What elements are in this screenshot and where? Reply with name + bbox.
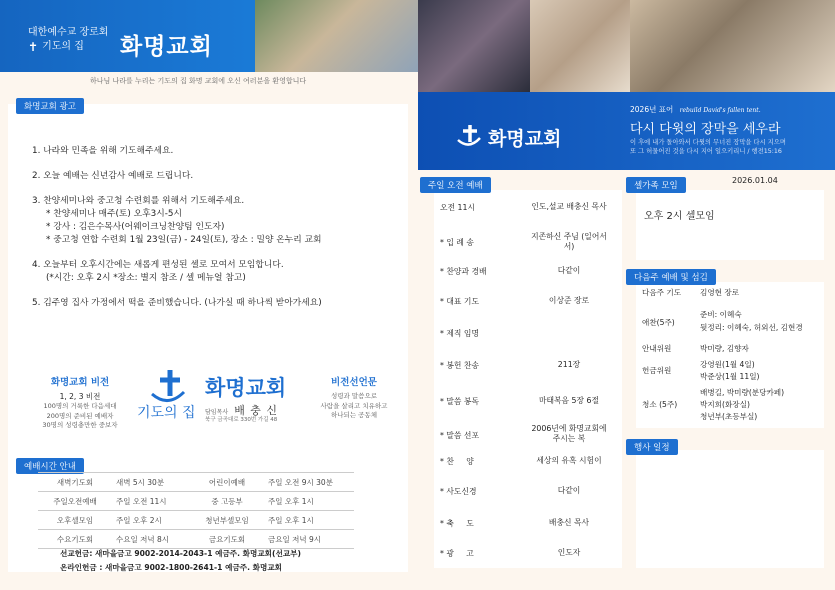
worship-value: 2006년에 화명교회에 주시는 복 <box>531 424 607 443</box>
cell-meeting-text: 오후 2시 셀모임 <box>644 211 715 222</box>
table-row <box>38 511 354 530</box>
announcement-sub: * 찬양세미나 매주(토) 오후3시-5시 <box>46 209 182 219</box>
theme-year <box>630 104 761 115</box>
announcement-sub: * 강사 : 김은수목사(어웨이크닝찬양팀 인도자) <box>46 222 225 232</box>
duty-value: 청년부(초등부실) <box>700 412 758 421</box>
worship-value: 211장 <box>557 360 581 369</box>
vision-line: 30명의 성령충만한 중보자 <box>42 421 118 429</box>
worship-photo <box>418 0 530 92</box>
declaration-line: 성령과 말씀으로 <box>330 392 378 400</box>
table-row <box>38 473 354 492</box>
theme-script: rebuild David's fallen tent. <box>679 107 761 114</box>
online-offering-account: 온라인헌금 : 새마을금고 9002-1800-2641-1 예금주. 화명교회 <box>60 563 282 572</box>
duty-value: 배병길, 박미량(분당카페) <box>700 388 785 397</box>
duty-value: 김영현 장로 <box>700 288 740 297</box>
duty-value: 박지희(화장실) <box>700 400 750 409</box>
table-cell: 오후셀모임 <box>38 511 112 530</box>
vision-subheading: 1, 2, 3 비전 <box>59 392 101 401</box>
table-cell: 새벽 5시 30분 <box>112 473 190 492</box>
table-cell: 청년부셀모임 <box>190 511 264 530</box>
events-tab: 행사 일정 <box>626 439 678 455</box>
pastor-title: 담임목사 <box>205 409 229 416</box>
declaration-block <box>306 374 402 421</box>
church-affiliation <box>28 26 108 54</box>
cell-meeting-panel <box>636 190 824 260</box>
center-logo-name: 화명교회 <box>205 376 287 400</box>
declaration-line: 사람을 살리고 치유하고 <box>320 401 388 410</box>
worship-value: 세상의 유혹 시험이 <box>536 456 602 465</box>
duty-value: 뒷정리: 이혜숙, 허외선, 김현경 <box>700 323 803 332</box>
announcement-item: 1. 나라와 민족을 위해 기도해주세요. <box>32 146 174 156</box>
welcome-message: 하나님 나라를 누리는 기도의 집 화명 교회에 오신 여러분을 환영합니다 <box>90 77 307 85</box>
worship-value: 다같이 <box>557 266 581 275</box>
theme-verse-line: 또 그 허물어진 것을 다시 지어 일으키리니 / 행전15:16 <box>630 148 782 155</box>
meal-photo <box>630 0 835 92</box>
worship-item: * 입 례 송 <box>440 238 474 247</box>
house-of-prayer: 기도의 집 <box>42 41 84 52</box>
worship-value: 지존하신 주님 (일어서서) <box>531 232 607 251</box>
worship-value: 인도자 <box>557 548 581 557</box>
duty-value: 준비: 이혜숙 <box>700 310 742 319</box>
theme-year-label: 2026년 표어 <box>630 105 674 114</box>
table-cell: 주일 오후 2시 <box>112 511 190 530</box>
congregation-photo <box>255 0 418 72</box>
header-church-name: 화명교회 <box>120 34 213 60</box>
table-cell: 새벽기도회 <box>38 473 112 492</box>
worship-item: * 말씀 선포 <box>440 431 479 440</box>
worship-value: 다같이 <box>557 486 581 495</box>
worship-order-list <box>434 190 622 568</box>
announcement-item: 3. 찬양세미나와 중고청 수련회를 위해서 기도해주세요. <box>32 196 245 206</box>
table-cell: 주일 오후 1시 <box>264 492 354 511</box>
worship-item: * 봉헌 찬송 <box>440 361 479 370</box>
center-logo-house: 기도의 집 <box>137 405 196 421</box>
cross-icon: ✝ <box>28 40 39 54</box>
vision-line: 200명의 준비된 예배자 <box>46 411 114 420</box>
vision-line: 100명의 거룩한 다음세대 <box>43 402 117 410</box>
worship-value: 인도,설교 배충신 목사 <box>531 202 607 211</box>
table-cell: 금요기도회 <box>190 530 264 549</box>
worship-item: * 광 고 <box>440 549 474 558</box>
theme-title: 다시 다윗의 장막을 세우라 <box>630 122 781 137</box>
children-photo <box>530 0 630 92</box>
table-cell: 수요기도회 <box>38 530 112 549</box>
declaration-heading: 비전선언문 <box>331 377 377 388</box>
vision-block <box>20 374 140 431</box>
duty-value: 강영원(1월 4일) <box>700 360 755 369</box>
worship-item: * 축 도 <box>440 519 474 528</box>
table-row <box>38 492 354 511</box>
duty-key: 안내위원 <box>642 344 672 353</box>
duty-key: 애찬(5주) <box>642 318 675 327</box>
schedule-table <box>38 472 354 549</box>
church-address: 북구 금곡대로 330번 가길 48 <box>205 417 278 423</box>
pastor-name: 배 충 신 <box>234 404 279 417</box>
table-cell: 주일 오전 9시 30분 <box>264 473 354 492</box>
theme-verse-line: 이 후에 내가 돌아와서 다윗의 무너진 장막을 다시 지으며 <box>630 139 786 146</box>
table-row <box>38 530 354 549</box>
table-cell: 수요일 저녁 8시 <box>112 530 190 549</box>
worship-value: 마태복음 5장 6절 <box>538 396 600 405</box>
worship-item: * 대표 기도 <box>440 297 479 306</box>
announcements-tab: 화명교회 광고 <box>16 98 84 114</box>
announcement-sub: * 중고청 연합 수련회 1월 23일(금) - 24일(토), 장소 : 밀양 온누리 교회 <box>46 235 322 245</box>
worship-value: 이상준 장로 <box>548 296 590 305</box>
denomination: 대한예수교 장로회 <box>28 27 109 38</box>
theme-logo-name: 화명교회 <box>488 128 562 150</box>
duty-key: 다음주 기도 <box>642 288 682 297</box>
bulletin-date: 2026.01.04 <box>732 176 778 185</box>
theme-logo-icon <box>456 124 482 152</box>
announcement-item: 5. 김주영 집사 가정에서 떡을 준비했습니다. (나가실 때 하나씩 받아가세요) <box>32 298 322 308</box>
table-cell: 주일 오전 11시 <box>112 492 190 511</box>
table-cell: 금요일 저녁 9시 <box>264 530 354 549</box>
worship-value: 배충신 목사 <box>548 518 590 527</box>
duty-key: 헌금위원 <box>642 366 672 375</box>
duties-tab: 다음주 예배 및 섬김 <box>626 269 716 285</box>
worship-item: * 찬 양 <box>440 457 474 466</box>
mission-offering-account: 선교헌금: 새마을금고 9002-2014-2043-1 예금주. 화명교회(선교부) <box>60 549 301 558</box>
declaration-line: 하나되는 공동체 <box>330 411 378 419</box>
worship-tab: 주일 오전 예배 <box>420 177 491 193</box>
worship-item: * 사도신경 <box>440 487 477 496</box>
announcements-list <box>32 145 402 322</box>
duty-value: 박미량, 김향자 <box>700 344 749 353</box>
worship-item: * 제직 임명 <box>440 329 479 338</box>
cell-tab: 셀가족 모임 <box>626 177 686 193</box>
announcement-sub: (*시간: 오후 2시 *장소: 별지 참조 / 셀 메뉴얼 참고) <box>46 273 246 283</box>
table-cell: 중 고등부 <box>190 492 264 511</box>
table-cell: 주일오전예배 <box>38 492 112 511</box>
events-panel <box>636 450 824 568</box>
duty-key: 청소 (5주) <box>642 400 678 409</box>
announcement-item: 2. 오늘 예배는 신년감사 예배로 드립니다. <box>32 171 194 181</box>
schedule-tab: 예배시간 안내 <box>16 458 84 474</box>
vision-heading: 화명교회 비전 <box>50 377 110 388</box>
worship-item: 오전 11시 <box>440 203 475 212</box>
worship-item: * 찬양과 경배 <box>440 267 487 276</box>
worship-item: * 말씀 봉독 <box>440 397 479 406</box>
announcement-item: 4. 오늘부터 오후시간에는 새롭게 편성된 셀로 모여서 모임합니다. <box>32 260 284 270</box>
theme-verse <box>630 138 786 156</box>
duty-value: 박준상(1월 11일) <box>700 372 760 381</box>
table-cell: 주일 오후 1시 <box>264 511 354 530</box>
table-cell: 어린이예배 <box>190 473 264 492</box>
